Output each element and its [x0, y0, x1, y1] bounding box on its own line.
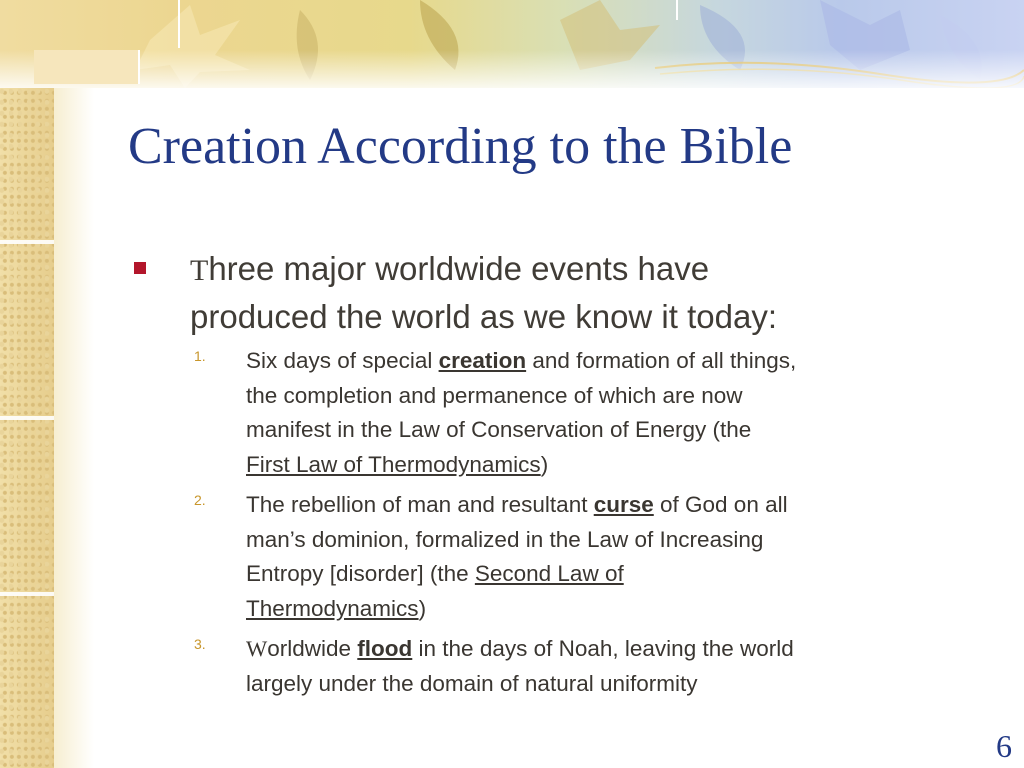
item-1-line-4 [246, 448, 966, 483]
keyword-creation: creation [438, 348, 527, 373]
list-number: 1. [194, 348, 206, 364]
item-1-line-2: the completion and permanence of which are now [246, 382, 743, 408]
link-second-law-part2[interactable]: Thermodynamics [246, 595, 419, 621]
item-2-line-4 [246, 592, 966, 627]
banner-divider-1 [178, 0, 180, 48]
main-bullet-line-1 [190, 246, 990, 294]
list-item-text [246, 488, 966, 626]
left-strip-fade [54, 0, 94, 768]
item-2-line-3 [246, 557, 966, 592]
item-2-close: ) [418, 595, 427, 621]
list-item-text [246, 344, 966, 482]
item-1-line-1 [246, 344, 966, 379]
item-3-text-before: orldwide [267, 636, 358, 661]
item-1-text-after: and formation of all things, [526, 348, 797, 373]
link-second-law-part1[interactable]: Second Law of [474, 561, 624, 586]
item-2-line-3-text: Entropy [disorder] (the [246, 561, 475, 586]
item-2-line-2: man’s dominion, formalized in the Law of Increasing [246, 526, 764, 552]
intro-line-1: hree major worldwide events have [208, 250, 710, 287]
page-number: 6 [996, 728, 1012, 764]
left-decorative-strip [0, 0, 54, 768]
banner-fade [0, 50, 1024, 88]
keyword-curse: curse [593, 492, 654, 517]
list-number: 2. [194, 492, 206, 508]
top-decorative-banner [0, 0, 1024, 88]
item-3-cap: W [246, 636, 268, 661]
banner-cream-block [34, 50, 140, 84]
item-2-text-before: The rebellion of man and resultant [246, 492, 594, 517]
item-2-text-after: of God on all [653, 492, 788, 517]
bullet-square-icon [134, 262, 146, 274]
item-3-line-1 [246, 632, 966, 667]
item-1-line-3: manifest in the Law of Conservation of Energy (the [246, 417, 752, 442]
keyword-flood: flood [357, 636, 413, 661]
item-1-close: ) [540, 451, 549, 477]
intro-line-2: produced the world as we know it today: [190, 298, 777, 335]
item-1-text-before: Six days of special [246, 348, 439, 373]
item-3-text-after: in the days of Noah, leaving the world [412, 636, 794, 661]
item-3-line-2: largely under the domain of natural uniformity [246, 670, 698, 696]
list-item-text [246, 632, 966, 701]
list-number: 3. [194, 636, 206, 652]
banner-divider-2 [676, 0, 678, 20]
intro-cap: T [190, 254, 209, 287]
main-bullet-text [190, 246, 990, 340]
link-first-law[interactable]: First Law of Thermodynamics [246, 451, 541, 477]
slide-title: Creation According to the Bible [128, 118, 793, 175]
item-2-line-1 [246, 488, 966, 523]
